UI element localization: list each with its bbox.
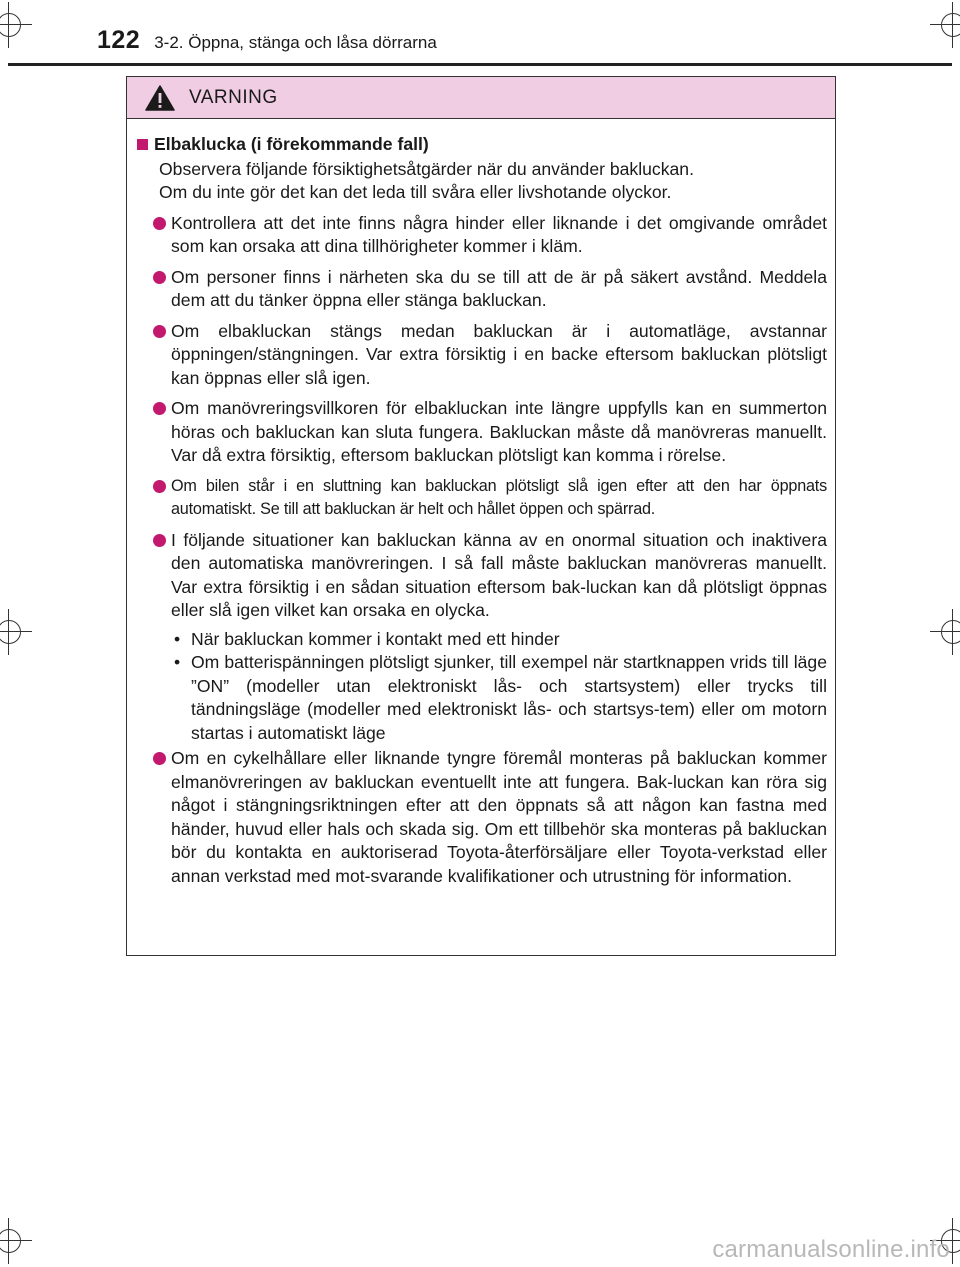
registration-mark-icon: [0, 10, 24, 40]
bullet-item: [137, 397, 827, 468]
bullet-item: [137, 212, 827, 259]
registration-mark-icon: [0, 617, 24, 647]
bullet-text: Om manövreringsvillkoren för elbakluckan inte längre uppfylls kan en summerton höras och bakluckan kan sluta fungera. Bakluckan måste då manövreras manuellt. Var då extra försiktig, eftersom bakluckan plötsligt kan komma i rörelse.: [171, 398, 827, 465]
page-header: [97, 26, 437, 58]
bullet-item: [137, 475, 827, 522]
bullet-text: Om bilen står i en sluttning kan bakluckan plötsligt slå igen efter att den har öppnats automatiskt. Se till att bakluckan är helt och hållet öppen och spärrad.: [171, 476, 827, 518]
bullet-text: Om elbakluckan stängs medan bakluckan är i automatläge, avstannar öppningen/stängningen. Var extra försiktig i en backe eftersom bakluckan plötsligt kan öppnas eller slå igen.: [171, 320, 827, 388]
bullet-item: [137, 266, 827, 313]
page-number: 122: [97, 26, 141, 54]
registration-mark-icon: [938, 617, 960, 647]
intro-line: Om du inte gör det kan det leda till svåra eller livshotande olyckor.: [159, 182, 672, 202]
round-bullet-icon: [153, 402, 166, 415]
warning-header: [127, 77, 835, 119]
bullet-item: [137, 747, 827, 888]
section-title: 3-2. Öppna, stänga och låsa dörrarna: [154, 33, 437, 52]
sub-bullet-marker: •: [174, 652, 181, 672]
warning-label: VARNING: [189, 86, 278, 108]
intro-line: Observera följande försiktighetsåtgärder när du använder bakluckan.: [159, 158, 694, 179]
bullet-text: Om en cykelhållare eller liknande tyngre föremål monteras på bakluckan kommer elmanövreringen av bakluckan eventuellt inte att fungera. Bak-luckan kan röra sig något i stängningsriktningen efter att den öppnats så att någon kan fastna med händer, huvud eller hals och skada sig. Om ett tillbehör ska monteras på bakluckan bör du kontakta en auktoriserad Toyota-återförsäljare eller Toyota-verkstad eller annan verkstad med mot-svarande kvalifikationer och utrustning för information.: [171, 748, 827, 886]
round-bullet-icon: [153, 271, 166, 284]
bullet-text: Om personer finns i närheten ska du se till att de är på säkert avstånd. Meddela dem att du tänker öppna eller stänga bakluckan.: [171, 266, 827, 310]
warning-heading: [137, 133, 827, 157]
sub-bullet-item: [171, 628, 827, 652]
warning-box: [126, 76, 836, 956]
header-rule: [8, 63, 952, 66]
warning-body: [127, 119, 835, 888]
watermark: carmanualsonline.info: [712, 1236, 950, 1263]
sub-bullet-list: [137, 628, 827, 746]
bullet-item: [137, 529, 827, 623]
sub-bullet-text: Om batterispänningen plötsligt sjunker, till exempel när startknappen vrids till läge ”ON” (modeller utan elektroniskt lås- och startsystem) eller trycks till tändningsläge (modeller med elektroniskt lås- och startsys-tem) eller om motorn startas i automatiskt läge: [191, 652, 827, 743]
sub-bullet-text: När bakluckan kommer i kontakt med ett hinder: [191, 628, 560, 649]
round-bullet-icon: [153, 534, 166, 547]
bullet-text: Kontrollera att det inte finns några hinder eller liknande i det omgivande området som kan orsaka att dina tillhörigheter kommer i kläm.: [171, 212, 827, 256]
sub-bullet-item: [171, 651, 827, 745]
square-bullet-icon: [137, 139, 148, 150]
sub-bullet-marker: •: [174, 628, 181, 649]
round-bullet-icon: [153, 752, 166, 765]
round-bullet-icon: [153, 480, 166, 493]
round-bullet-icon: [153, 217, 166, 230]
registration-mark-icon: [0, 1226, 24, 1256]
warning-triangle-icon: [145, 85, 175, 111]
warning-heading-text: Elbaklucka (i förekommande fall): [154, 134, 429, 154]
bullet-text: I följande situationer kan bakluckan känna av en onormal situation och inaktivera den automatiska manövreringen. I så fall måste bakluckan manövreras manuellt. Var extra försiktig i en sådan situation eftersom bak-luckan kan då plötsligt öppnas eller slå igen vilket kan orsaka en olycka.: [171, 529, 827, 620]
bullet-item: [137, 320, 827, 391]
warning-intro: [137, 158, 827, 205]
registration-mark-icon: [938, 10, 960, 40]
round-bullet-icon: [153, 325, 166, 338]
